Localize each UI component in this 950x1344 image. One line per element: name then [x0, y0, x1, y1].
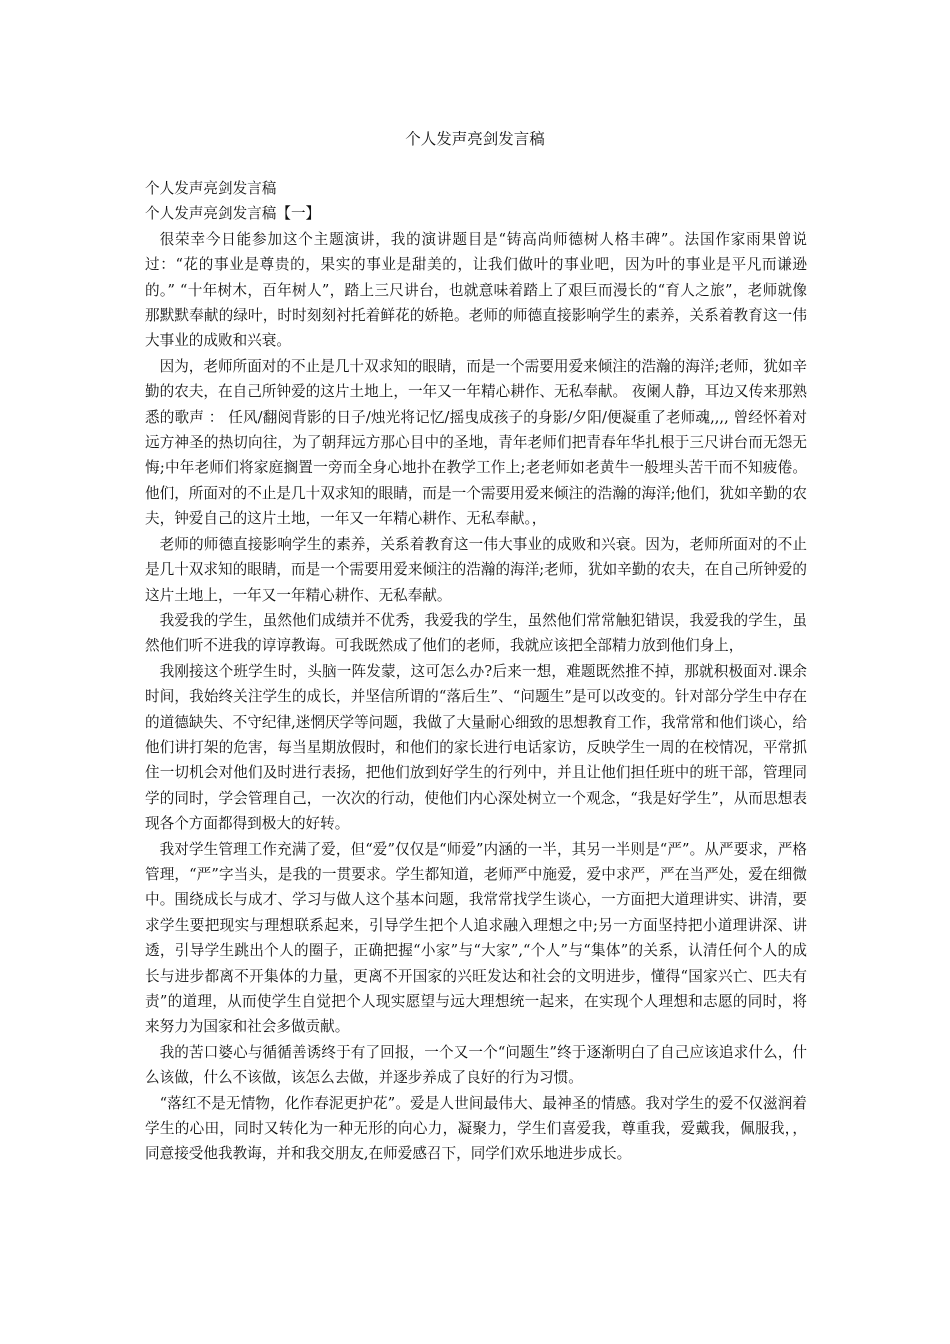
document-subheading: 个人发声亮剑发言稿【一】 — [145, 205, 321, 223]
document-body — [145, 176, 807, 1167]
paragraph-2: 因为，老师所面对的不止是几十双求知的眼睛，而是一个需要用爱来倾注的浩瀚的海洋;老师，犹如辛勤的农夫，在自己所钟爱的这片土地上，一年又一年精心耕作、无私奉献。 夜阑人静，耳边又传来那熟悉的歌声 ： 任风/翻阅背影的日子/烛光将记忆/摇曳成孩子的身影/夕阳/便凝重了老师魂,,,, 曾经怀着对远方神圣的热切向往，为了朝拜远方那心目中的圣地，青年老师们把青春年华扎根于三尺讲台而无怨无悔;中年老师们将家庭搁置一旁而全身心地扑在教学工作上;老老师如老黄牛一般埋头苦干而不知疲倦。他们，所面对的不止是几十双求知的眼睛，而是一个需要用爱来倾注的浩瀚的海洋;他们，犹如辛勤的农夫，钟爱自己的这片土地，一年又一年精心耕作、无私奉献。， — [145, 357, 807, 528]
paragraph-4: 我爱我的学生，虽然他们成绩并不优秀，我爱我的学生，虽然他们常常触犯错误，我爱我的学生，虽然他们听不进我的谆谆教诲。可我既然成了他们的老师，我就应该把全部精力放到他们身上， — [145, 611, 807, 655]
paragraph-1: 很荣幸今日能参加这个主题演讲，我的演讲题目是“铸高尚师德树人格丰碑”。法国作家雨果曾说过：“花的事业是尊贵的，果实的事业是甜美的，让我们做叶的事业吧，因为叶的事业是平凡而谦逊的。” “十年树木，百年树人”，踏上三尺讲台，也就意味着踏上了艰巨而漫长的“育人之旅”，老师就像那默默奉献的绿叶，时时刻刻衬托着鲜花的娇艳。老师的师德直接影响学生的素养，关系着教育这一伟大事业的成败和兴衰。 — [145, 230, 807, 350]
document-heading: 个人发声亮剑发言稿 — [145, 180, 277, 197]
paragraph-8: “落红不是无情物，化作春泥更护花”。爱是人世间最伟大、最神圣的情感。我对学生的爱不仅滋润着学生的心田，同时又转化为一种无形的向心力，凝聚力，学生们喜爱我，尊重我，爱戴我，佩服我，，同意接受他我教诲，并和我交朋友,在师爱感召下，同学们欢乐地进步成长。 — [145, 1094, 807, 1163]
paragraph-6: 我对学生管理工作充满了爱，但“爱”仅仅是“师爱”内涵的一半，其另一半则是“严”。从严要求，严格管理，“严”字当头，是我的一贯要求。学生都知道，老师严中施爱，爱中求严，严在当严处，爱在细微中。围绕成长与成才、学习与做人这个基本问题，我常常找学生谈心，一方面把大道理讲实、讲清，要求学生要把现实与理想联系起来，引导学生把个人追求融入理想之中;另一方面坚持把小道理讲深、讲透，引导学生跳出个人的圈子，正确把握“小家”与“大家”,“个人”与“集体”的关系，认清任何个人的成长与进步都离不开集体的力量，更离不开国家的兴旺发达和社会的文明进步，懂得“国家兴亡、匹夫有责”的道理，从而使学生自觉把个人现实愿望与远大理想统一起来，在实现个人理想和志愿的同时，将来努力为国家和社会多做贡献。 — [145, 840, 807, 1036]
paragraph-5: 我刚接这个班学生时，头脑一阵发蒙，这可怎么办?后来一想，难题既然推不掉，那就积极面对.课余时间，我始终关注学生的成长，并坚信所谓的“落后生”、“问题生”是可以改变的。针对部分学生中存在的道德缺失、不守纪律,迷惘厌学等问题，我做了大量耐心细致的思想教育工作，我常常和他们谈心，给他们讲打架的危害，每当星期放假时，和他们的家长进行电话家访，反映学生一周的在校情况，平常抓住一切机会对他们及时进行表扬，把他们放到好学生的行列中，并且让他们担任班中的班干部，管理同学的同时，学会管理自己，一次次的行动，使他们内心深处树立一个观念，“我是好学生”，从而思想表现各个方面都得到极大的好转。 — [145, 662, 807, 833]
document-title: 个人发声亮剑发言稿 — [405, 130, 545, 148]
paragraph-7: 我的苦口婆心与循循善诱终于有了回报，一个又一个“问题生”终于逐渐明白了自己应该追求什么，什么该做，什么不该做，该怎么去做，并逐步养成了良好的行为习惯。 — [145, 1043, 807, 1087]
paragraph-3: 老师的师德直接影响学生的素养，关系着教育这一伟大事业的成败和兴衰。因为，老师所面对的不止是几十双求知的眼睛，而是一个需要用爱来倾注的浩瀚的海洋;老师，犹如辛勤的农夫，在自己所钟爱的这片土地上，一年又一年精心耕作、无私奉献。 — [145, 535, 807, 604]
